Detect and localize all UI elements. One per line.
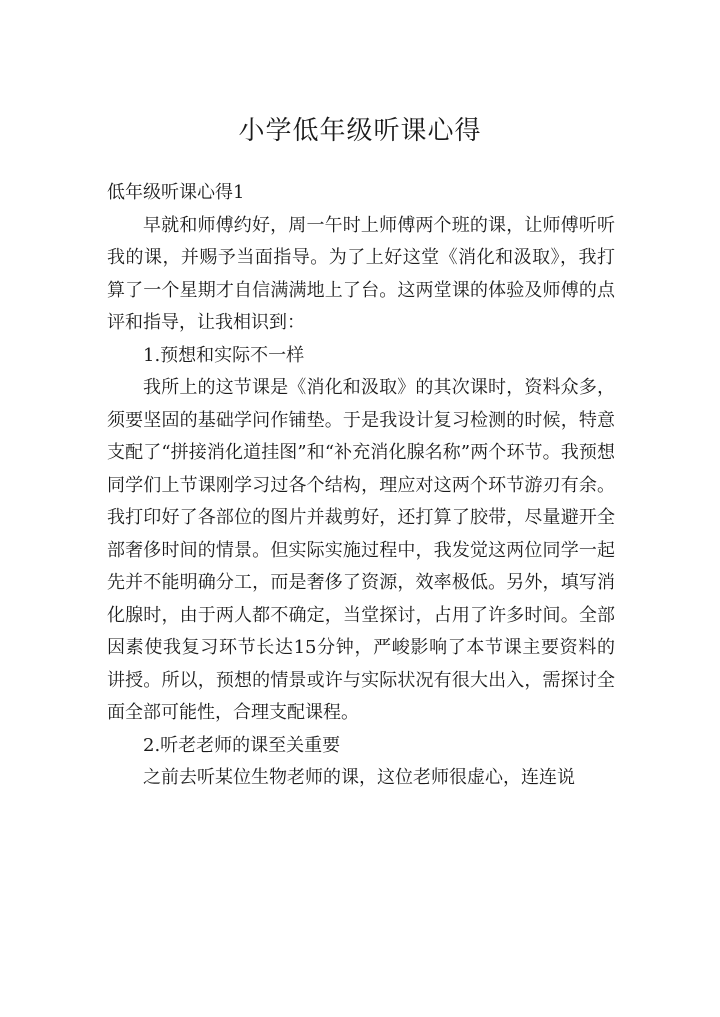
- point-2-paragraph: 之前去听某位生物老师的课，这位老师很虚心，连连说: [143, 767, 575, 788]
- point-2-heading: 2.听老老师的课至关重要: [143, 734, 341, 756]
- point-1-paragraph: 我所上的这节课是《消化和汲取》的其次课时，资料众多，须要坚固的基础学问作铺垫。于是我设计复习检测的时候，特意支配了“拼接消化道挂图”和“补充消化腺名称”两个环节。我预想同学们上节课刚学习过各个结构，理应对这两个环节游刃有余。我打印好了各部位的图片并裁剪好，还打算了胶带，尽量避开全部奢侈时间的情景。但实际实施过程中，我发觉这两位同学一起先并不能明确分工，而是奢侈了资源，效率极低。另外，填写消化腺时，由于两人都不确定，当堂探讨，占用了许多时间。全部因素使我复习环节长达15分钟，严峻影响了本节课主要资料的讲授。所以，预想的情景或许与实际状况有很大出入，需探讨全面全部可能性，合理支配课程。: [107, 377, 615, 723]
- point-1-heading: 1.预想和实际不一样: [143, 344, 305, 366]
- section-heading: 低年级听课心得1: [107, 182, 245, 203]
- document-title: 小学低年级听课心得: [238, 116, 482, 146]
- intro-paragraph: 早就和师傅约好，周一午时上师傅两个班的课，让师傅听听我的课，并赐予当面指导。为了上好这堂《消化和汲取》，我打算了一个星期才自信满满地上了台。这两堂课的体验及师傅的点评和指导，让我相识到：: [107, 214, 615, 333]
- document-body: [107, 177, 615, 795]
